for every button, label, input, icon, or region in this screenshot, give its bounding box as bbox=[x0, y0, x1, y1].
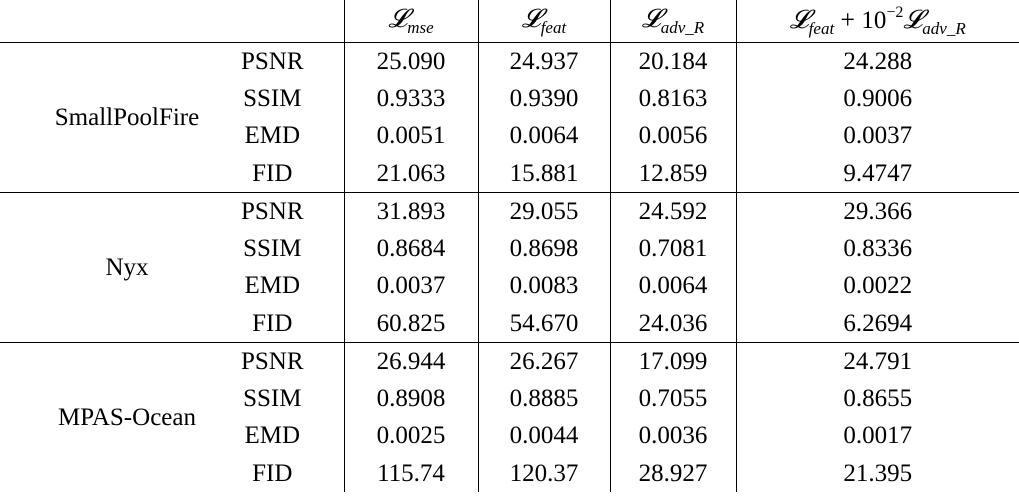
dataset-label: MPAS-Ocean bbox=[0, 342, 228, 492]
value-cell: 0.9390 bbox=[478, 80, 610, 118]
value-cell: 0.8885 bbox=[478, 380, 610, 418]
header-empty-metric bbox=[228, 0, 344, 42]
header-loss-combined-subscript: feat bbox=[808, 18, 835, 38]
table-row bbox=[0, 192, 1019, 230]
value-cell: 31.893 bbox=[344, 192, 478, 230]
value-cell: 0.0025 bbox=[344, 417, 478, 455]
value-cell: 0.8655 bbox=[736, 380, 1019, 418]
value-cell: 0.0064 bbox=[478, 117, 610, 155]
header-loss-mse-symbol: 𝓛 bbox=[388, 3, 408, 34]
value-cell: 24.288 bbox=[736, 42, 1019, 80]
header-row bbox=[0, 0, 1019, 42]
value-cell: 6.2694 bbox=[736, 305, 1019, 343]
value-cell: 0.9333 bbox=[344, 80, 478, 118]
header-loss-adv-subscript: adv_R bbox=[660, 17, 705, 37]
value-cell: 9.4747 bbox=[736, 155, 1019, 193]
value-cell: 24.791 bbox=[736, 342, 1019, 380]
value-cell: 0.0037 bbox=[344, 267, 478, 305]
header-loss-feat-symbol: 𝓛 bbox=[521, 3, 541, 34]
value-cell: 29.055 bbox=[478, 192, 610, 230]
table-row bbox=[0, 42, 1019, 80]
value-cell: 0.8336 bbox=[736, 230, 1019, 268]
header-loss-combined-subscript2: adv_R bbox=[922, 18, 966, 38]
metric-label: PSNR bbox=[228, 192, 344, 230]
results-table-body bbox=[0, 42, 1019, 492]
metric-label: PSNR bbox=[228, 42, 344, 80]
value-cell: 21.395 bbox=[736, 455, 1019, 493]
metric-label: EMD bbox=[244, 272, 301, 300]
header-loss-combined-plus: + bbox=[840, 4, 856, 34]
value-cell: 12.859 bbox=[610, 155, 736, 193]
value-cell: 0.8908 bbox=[344, 380, 478, 418]
metric-label: EMD bbox=[244, 122, 301, 150]
value-cell: 0.8684 bbox=[344, 230, 478, 268]
value-cell: 0.0051 bbox=[344, 117, 478, 155]
value-cell: 17.099 bbox=[610, 342, 736, 380]
value-cell: 115.74 bbox=[344, 455, 478, 493]
value-cell: 0.9006 bbox=[736, 80, 1019, 118]
header-loss-mse bbox=[344, 0, 478, 42]
metric-label: SSIM bbox=[243, 234, 302, 262]
header-loss-adv-symbol: 𝓛 bbox=[641, 3, 661, 34]
header-loss-feat-subscript: feat bbox=[540, 17, 567, 37]
metric-label: EMD bbox=[244, 422, 301, 450]
metric-label: FID bbox=[252, 459, 293, 487]
value-cell: 24.937 bbox=[478, 42, 610, 80]
value-cell: 0.7081 bbox=[610, 230, 736, 268]
header-loss-adv bbox=[610, 0, 736, 42]
value-cell: 0.0017 bbox=[736, 417, 1019, 455]
metric-label: PSNR bbox=[228, 342, 344, 380]
header-empty-dataset bbox=[0, 0, 228, 42]
value-cell: 0.8698 bbox=[478, 230, 610, 268]
value-cell: 0.0022 bbox=[736, 267, 1019, 305]
dataset-label: Nyx bbox=[0, 192, 228, 342]
value-cell: 54.670 bbox=[478, 305, 610, 343]
value-cell: 26.944 bbox=[344, 342, 478, 380]
value-cell: 120.37 bbox=[478, 455, 610, 493]
header-loss-mse-subscript: mse bbox=[407, 17, 434, 37]
table-row bbox=[0, 342, 1019, 380]
value-cell: 0.0036 bbox=[610, 417, 736, 455]
header-loss-combined-symbol2: 𝓛 bbox=[903, 4, 923, 35]
value-cell: 0.0064 bbox=[610, 267, 736, 305]
metric-label: FID bbox=[252, 309, 293, 337]
metric-label: SSIM bbox=[243, 384, 302, 412]
value-cell: 0.8163 bbox=[610, 80, 736, 118]
value-cell: 60.825 bbox=[344, 305, 478, 343]
value-cell: 26.267 bbox=[478, 342, 610, 380]
header-loss-combined bbox=[736, 0, 1019, 42]
value-cell: 0.0044 bbox=[478, 417, 610, 455]
value-cell: 29.366 bbox=[736, 192, 1019, 230]
value-cell: 0.0083 bbox=[478, 267, 610, 305]
metric-label: FID bbox=[252, 159, 293, 187]
metric-label: SSIM bbox=[243, 84, 302, 112]
value-cell: 28.927 bbox=[610, 455, 736, 493]
header-loss-feat bbox=[478, 0, 610, 42]
value-cell: 0.0056 bbox=[610, 117, 736, 155]
value-cell: 21.063 bbox=[344, 155, 478, 193]
header-loss-combined-symbol: 𝓛 bbox=[789, 4, 809, 35]
header-loss-combined-coef-base: 10 bbox=[861, 6, 887, 34]
value-cell: 24.592 bbox=[610, 192, 736, 230]
value-cell: 25.090 bbox=[344, 42, 478, 80]
dataset-label: SmallPoolFire bbox=[0, 42, 228, 192]
value-cell: 0.0037 bbox=[736, 117, 1019, 155]
header-loss-combined-coef-exp: −2 bbox=[886, 3, 904, 21]
value-cell: 15.881 bbox=[478, 155, 610, 193]
value-cell: 0.7055 bbox=[610, 380, 736, 418]
value-cell: 20.184 bbox=[610, 42, 736, 80]
value-cell: 24.036 bbox=[610, 305, 736, 343]
